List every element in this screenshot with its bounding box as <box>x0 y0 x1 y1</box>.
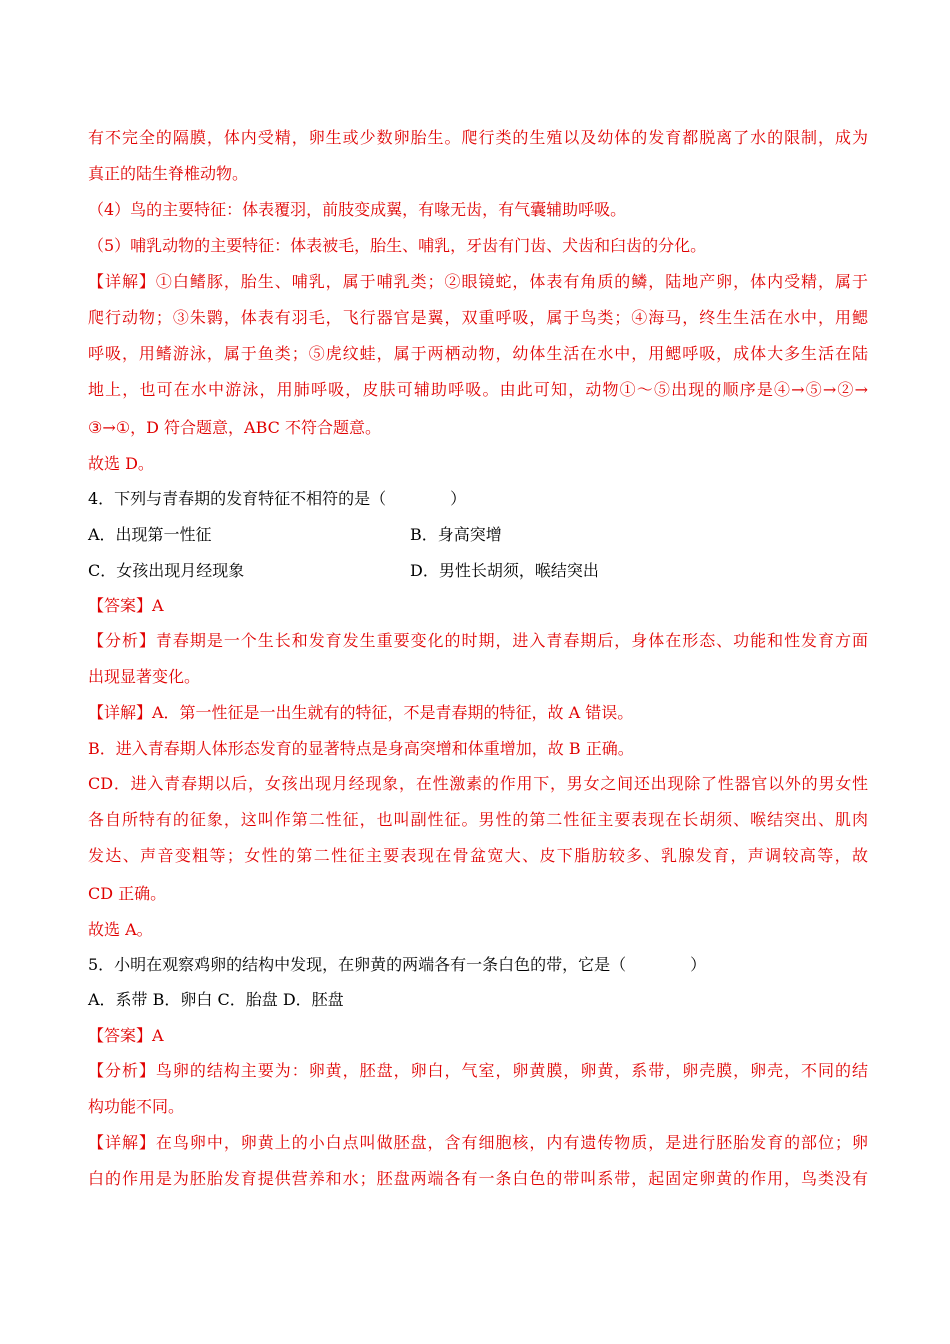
option-c: C．女孩出现月经现象 <box>88 561 245 580</box>
text-line: 白的作用是为胚胎发育提供营养和水；胚盘两端各有一条白色的带叫系带，起固定卵黄的作用，鸟类没有 <box>88 1169 868 1188</box>
text-line: 故选 D。 <box>88 454 154 473</box>
text-line: 【详解】①白鳍豚，胎生、哺乳，属于哺乳类；②眼镜蛇，体表有角质的鳞，陆地产卵，体内受精，属于 <box>88 272 868 291</box>
question-5-stem: 5．小明在观察鸡卵的结构中发现，在卵黄的两端各有一条白色的带，它是（ ） <box>88 955 707 974</box>
text-line: 出现显著变化。 <box>88 667 201 686</box>
question-4-options-row-1 <box>88 525 868 545</box>
option-a: A．出现第一性征 <box>88 525 212 544</box>
text-line: 爬行动物；③朱鹮，体表有羽毛，飞行器官是翼，双重呼吸，属于鸟类；④海马，终生生活在水中，用鳃 <box>88 308 868 327</box>
text-line: 发达、声音变粗等；女性的第二性征主要表现在骨盆宽大、皮下脂肪较多、乳腺发育，声调较高等，故 <box>88 846 868 865</box>
text-line: 【详解】A．第一性征是一出生就有的特征，不是青春期的特征，故 A 错误。 <box>88 703 634 722</box>
text-line: 呼吸，用鳍游泳，属于鱼类；⑤虎纹蛙，属于两栖动物，幼体生活在水中，用鳃呼吸，成体大多生活在陆 <box>88 344 868 363</box>
text-line: 各自所特有的征象，这叫作第二性征，也叫副性征。男性的第二性征主要表现在长胡须、喉结突出、肌肉 <box>88 810 868 829</box>
text-line: ③→①，D 符合题意，ABC 不符合题意。 <box>88 418 381 437</box>
text-line: 真正的陆生脊椎动物。 <box>88 164 249 183</box>
option-d: D．男性长胡须，喉结突出 <box>410 561 599 580</box>
answer-label: 【答案】A <box>88 596 164 615</box>
question-4-stem: 4．下列与青春期的发育特征不相符的是（ ） <box>88 489 467 508</box>
text-line: 【分析】鸟卵的结构主要为：卵黄，胚盘，卵白，气室，卵黄膜，卵黄，系带，卵壳膜，卵壳，不同的结 <box>88 1061 868 1080</box>
text-line: CD．进入青春期以后，女孩出现月经现象，在性激素的作用下，男女之间还出现除了性器官以外的男女性 <box>88 774 868 793</box>
text-line: B．进入青春期人体形态发育的显著特点是身高突增和体重增加，故 B 正确。 <box>88 739 634 758</box>
text-line: CD 正确。 <box>88 884 167 903</box>
answer-label: 【答案】A <box>88 1026 164 1045</box>
text-line: （4）鸟的主要特征：体表覆羽，前肢变成翼，有喙无齿，有气囊辅助呼吸。 <box>88 200 627 219</box>
question-5-options: A．系带 B．卵白 C．胎盘 D．胚盘 <box>88 990 344 1009</box>
question-4-options-row-2 <box>88 561 868 581</box>
text-line: 有不完全的隔膜，体内受精，卵生或少数卵胎生。爬行类的生殖以及幼体的发育都脱离了水的限制，成为 <box>88 128 868 147</box>
text-line: 故选 A。 <box>88 920 153 939</box>
text-line: 地上，也可在水中游泳，用肺呼吸，皮肤可辅助呼吸。由此可知，动物①～⑤出现的顺序是④→⑤→②→ <box>88 380 868 399</box>
text-line: 【详解】在鸟卵中，卵黄上的小白点叫做胚盘，含有细胞核，内有遗传物质，是进行胚胎发育的部位；卵 <box>88 1133 868 1152</box>
option-b: B．身高突增 <box>410 525 502 544</box>
text-line: （5）哺乳动物的主要特征：体表被毛，胎生、哺乳，牙齿有门齿、犬齿和臼齿的分化。 <box>88 236 707 255</box>
text-line: 【分析】青春期是一个生长和发育发生重要变化的时期，进入青春期后，身体在形态、功能和性发育方面 <box>88 631 868 650</box>
text-line: 构功能不同。 <box>88 1097 185 1116</box>
